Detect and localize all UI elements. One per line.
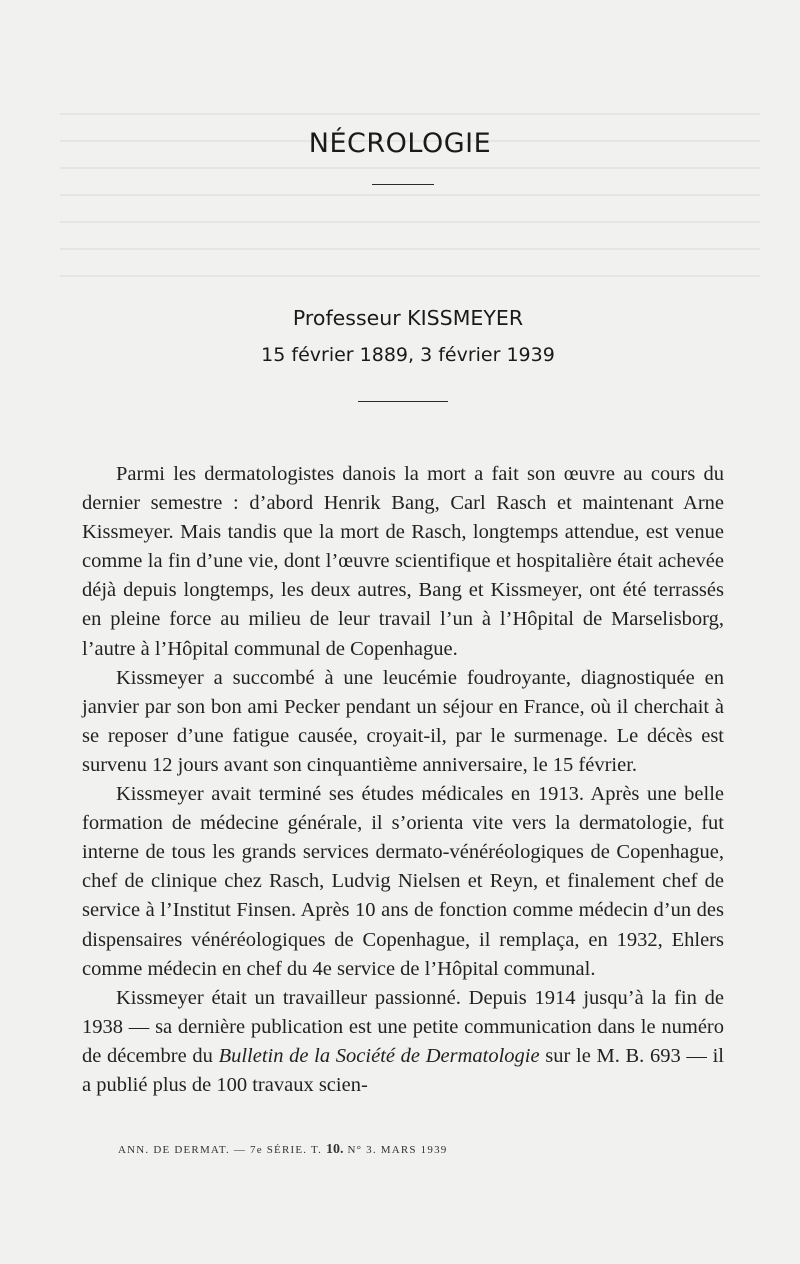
paragraph-4-start: Kissmeyer était un travailleur passionné. Depuis 1914 jusqu’à la fin de 1938 — sa dernière publication est une petite communication dans le numéro de décembre du bbox=[82, 986, 724, 1067]
subject-dates: 15 février 1889, 3 février 1939 bbox=[261, 344, 555, 366]
divider-top bbox=[372, 184, 434, 185]
show-through-texture bbox=[60, 95, 760, 295]
article-body bbox=[82, 460, 724, 1100]
paragraph-4 bbox=[82, 984, 724, 1100]
footer-volume: 10. bbox=[326, 1142, 344, 1157]
paragraph-2: Kissmeyer a succombé à une leucémie foudroyante, diagnostiquée en janvier par son bon ami Pecker pendant un séjour en France, où il cherchait à se reposer d’une fatigue causée, croyait-il, par le surmenage. Le décès est survenu 12 jours avant son cinquantième anniversaire, le 15 février. bbox=[82, 666, 724, 776]
bulletin-title: Bulletin de la Société de Dermatologie bbox=[218, 1044, 540, 1067]
paragraph-3: Kissmeyer avait terminé ses études médicales en 1913. Après une belle formation de médecine générale, il s’orienta vite vers la dermatologie, fut interne de tous les grands services dermato-vénéréologiques de Copenhague, chef de clinique chez Rasch, Ludvig Nielsen et Reyn, et finalement chef de service à l’Institut Finsen. Après 10 ans de fonction comme médecin d’un des dispensaires vénéréologiques de Copenhague, il remplaça, en 1932, Ehlers comme médecin en chef du 4e service de l’Hôpital communal. bbox=[82, 783, 724, 980]
divider-bottom bbox=[358, 401, 448, 402]
paragraph-4-end: sur le M. B. 693 — il a publié plus de 100 travaux scien- bbox=[82, 1044, 724, 1096]
page-footer bbox=[118, 1142, 447, 1158]
footer-issue: N° 3. MARS 1939 bbox=[347, 1144, 448, 1156]
subject-name: Professeur KISSMEYER bbox=[292, 306, 524, 330]
footer-journal: ANN. DE DERMAT. — 7e SÉRIE. T. bbox=[118, 1144, 323, 1156]
paragraph-1: Parmi les dermatologistes danois la mort a fait son œuvre au cours du dernier semestre : d’abord Henrik Bang, Carl Rasch et maintenant Arne Kissmeyer. Mais tandis que la mort de Rasch, longtemps attendue, est venue comme la fin d’une vie, dont l’œuvre scientifique et hospitalière était achevée déjà depuis longtemps, les deux autres, Bang et Kissmeyer, ont été terrassés en pleine force au milieu de leur travail l’un à l’Hôpital de Marselisborg, l’autre à l’Hôpital communal de Copenhague. bbox=[82, 463, 724, 660]
section-heading: NÉCROLOGIE bbox=[308, 128, 492, 159]
